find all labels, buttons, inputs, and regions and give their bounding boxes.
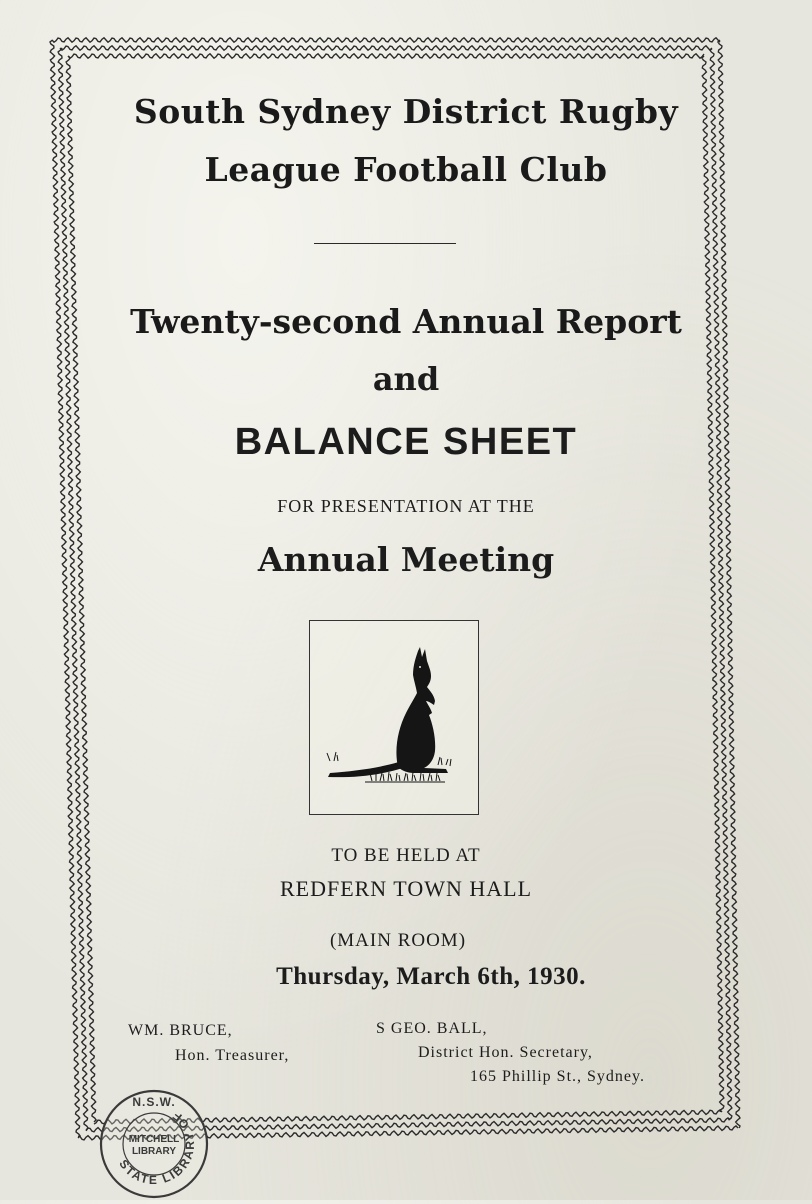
stamp-top-text: N.S.W.	[132, 1095, 176, 1109]
stamp-ring-text: STATE LIBRARY OF	[116, 1107, 198, 1188]
annual-meeting-heading: Annual Meeting	[257, 540, 555, 579]
wavy-border-line	[60, 46, 712, 50]
secretary-name: S GEO. BALL,	[376, 1020, 488, 1037]
stamp-center-text-1: MITCHELL	[128, 1134, 180, 1145]
secretary-title: District Hon. Secretary,	[418, 1044, 593, 1061]
club-name-line-1: South Sydney District Rugby	[133, 92, 679, 131]
library-stamp-icon	[98, 1088, 210, 1200]
balance-sheet-heading: BALANCE SHEET	[234, 421, 578, 463]
kangaroo-icon	[310, 621, 478, 814]
conjunction-and: and	[372, 360, 440, 398]
treasurer-name: WM. BRUCE,	[128, 1022, 233, 1039]
title-divider	[314, 243, 456, 244]
wavy-border-line	[52, 38, 720, 42]
emblem-frame	[309, 620, 479, 815]
meeting-date: Thursday, March 6th, 1930.	[276, 963, 586, 990]
room-name: (MAIN ROOM)	[329, 930, 467, 951]
venue-name: REDFERN TOWN HALL	[279, 876, 533, 901]
report-title: Twenty-second Annual Report	[130, 302, 682, 341]
presentation-note: FOR PRESENTATION AT THE	[277, 496, 535, 516]
club-name-line-2: League Football Club	[204, 150, 608, 189]
stamp-center-text-2: LIBRARY	[131, 1146, 177, 1157]
held-at-label: TO BE HELD AT	[331, 845, 481, 866]
treasurer-title: Hon. Treasurer,	[175, 1047, 290, 1064]
secretary-address: 165 Phillip St., Sydney.	[470, 1068, 645, 1085]
wavy-border-line	[68, 54, 704, 58]
